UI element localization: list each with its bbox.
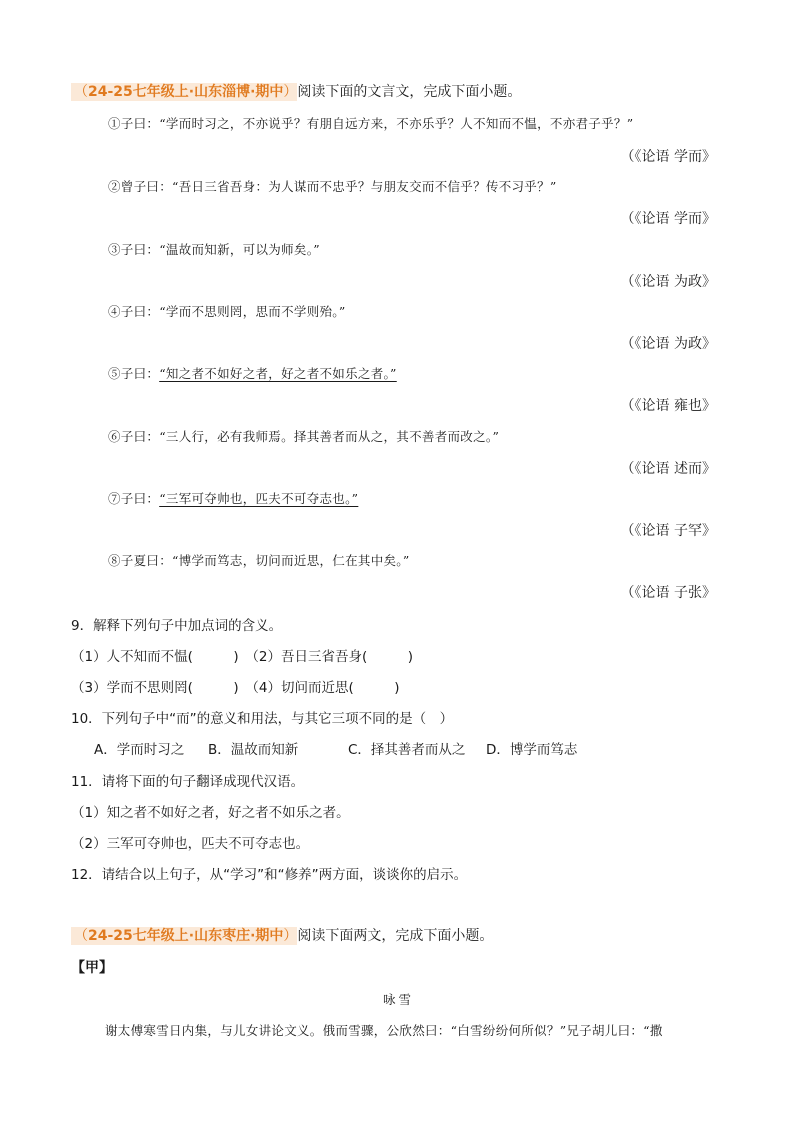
passage-6: ⑥子曰：“三人行，必有我师焉。择其善者而从之，其不善者而改之。” xyxy=(108,429,500,444)
passage-7: ⑦子曰：“三军可夺帅也，匹夫不可夺志也。” xyxy=(108,491,359,506)
question-11-part-2: （2）三军可夺帅也，匹夫不可夺志也。 xyxy=(71,836,310,852)
citation-3: （《论语 为政》 xyxy=(620,274,716,290)
passage-4: ④子曰：“学而不思则罔，思而不学则殆。” xyxy=(108,304,346,319)
section1-header xyxy=(71,81,521,101)
passage-body-line: 谢太傅寒雪日内集，与儿女讲论文义。俄而雪骤，公欣然曰：“白雪纷纷何所似？”兄子胡儿曰：“撒 xyxy=(105,1023,663,1038)
passage-1: ①子曰：“学而时习之，不亦说乎？有朋自远方来，不亦乐乎？人不知而不愠，不亦君子乎？” xyxy=(108,116,634,131)
question-10-option-b: B．温故而知新 xyxy=(208,742,299,758)
question-9: 9．解释下列句子中加点词的含义。 xyxy=(71,618,283,634)
source-tag: （24-25七年级上·山东淄博·期中） xyxy=(71,83,297,101)
citation-2: （《论语 学而》 xyxy=(620,211,716,227)
passage-5: ⑤子曰：“知之者不如好之者，好之者不如乐之者。” xyxy=(108,366,397,381)
question-10-option-c: C．择其善者而从之 xyxy=(348,742,466,758)
section1-intro: 阅读下面的文言文，完成下面小题。 xyxy=(297,84,522,100)
passage-8: ⑧子夏曰：“博学而笃志，切问而近思，仁在其中矣。” xyxy=(108,553,410,568)
passage-title: 咏雪 xyxy=(383,992,415,1007)
question-11-part-1: （1）知之者不如好之者，好之者不如乐之者。 xyxy=(71,805,350,821)
source-tag: （24-25七年级上·山东枣庄·期中） xyxy=(71,927,297,945)
question-10-option-d: D．博学而笃志 xyxy=(486,742,578,758)
section2-intro: 阅读下面两文，完成下面小题。 xyxy=(297,928,494,944)
citation-6: （《论语 述而》 xyxy=(620,461,716,477)
question-10: 10．下列句子中“而”的意义和用法，与其它三项不同的是（ ） xyxy=(71,711,454,727)
question-11: 11．请将下面的句子翻译成现代汉语。 xyxy=(71,774,305,790)
part-label-jia: 【甲】 xyxy=(71,960,113,976)
citation-7: （《论语 子罕》 xyxy=(620,523,716,539)
passage-3: ③子曰：“温故而知新，可以为师矣。” xyxy=(108,242,320,257)
question-10-option-a: A．学而时习之 xyxy=(94,742,185,758)
question-9-parts-a: （1）人不知而不愠( ) （2）吾日三省吾身( ) xyxy=(71,649,413,665)
passage-2: ②曾子曰：“吾日三省吾身：为人谋而不忠乎？与朋友交而不信乎？传不习乎？” xyxy=(108,179,557,194)
question-9-parts-b: （3）学而不思则罔( ) （4）切问而近思( ) xyxy=(71,680,400,696)
section2-header xyxy=(71,925,493,945)
citation-8: （《论语 子张》 xyxy=(620,585,716,601)
citation-5: （《论语 雍也》 xyxy=(620,398,716,414)
citation-4: （《论语 为政》 xyxy=(620,336,716,352)
citation-1: （《论语 学而》 xyxy=(620,149,716,165)
question-12: 12．请结合以上句子，从“学习”和“修养”两方面，谈谈你的启示。 xyxy=(71,867,468,883)
